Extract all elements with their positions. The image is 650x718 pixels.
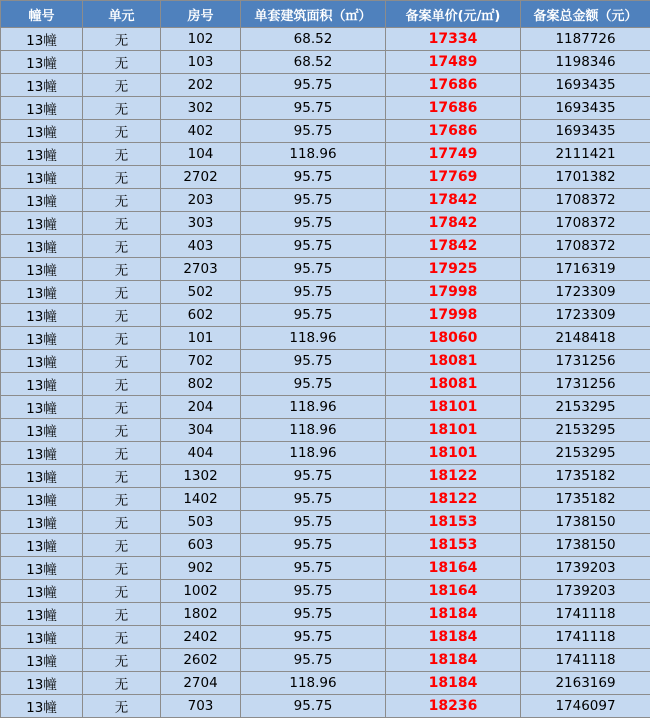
room-cell: 703 — [161, 695, 241, 718]
area-cell: 95.75 — [241, 465, 386, 488]
unit-cell: 无 — [83, 235, 161, 258]
table-row — [1, 28, 650, 51]
room-cell: 603 — [161, 534, 241, 557]
table-row — [1, 189, 650, 212]
building-cell: 13幢 — [1, 51, 83, 74]
table-row — [1, 465, 650, 488]
building-cell: 13幢 — [1, 511, 83, 534]
building-cell: 13幢 — [1, 28, 83, 51]
total-amount-cell: 1708372 — [521, 235, 650, 258]
unit-cell: 无 — [83, 511, 161, 534]
unit-cell: 无 — [83, 212, 161, 235]
unit-price-cell: 17686 — [386, 97, 521, 120]
table-row — [1, 212, 650, 235]
room-cell: 1302 — [161, 465, 241, 488]
area-cell: 95.75 — [241, 373, 386, 396]
total-amount-cell: 2148418 — [521, 327, 650, 350]
total-amount-cell: 1735182 — [521, 488, 650, 511]
unit-cell: 无 — [83, 603, 161, 626]
room-cell: 1402 — [161, 488, 241, 511]
area-cell: 118.96 — [241, 327, 386, 350]
area-header: 单套建筑面积（㎡） — [241, 1, 386, 28]
table-body — [1, 28, 650, 718]
area-cell: 95.75 — [241, 511, 386, 534]
area-cell: 95.75 — [241, 626, 386, 649]
table-row — [1, 327, 650, 350]
building-cell: 13幢 — [1, 189, 83, 212]
total-amount-cell: 1738150 — [521, 511, 650, 534]
unit-price-cell: 17749 — [386, 143, 521, 166]
total-amount-cell: 1739203 — [521, 580, 650, 603]
unit-cell: 无 — [83, 189, 161, 212]
unit-price-cell: 17925 — [386, 258, 521, 281]
building-cell: 13幢 — [1, 396, 83, 419]
room-cell: 2704 — [161, 672, 241, 695]
room-cell: 104 — [161, 143, 241, 166]
unit-price-cell: 17842 — [386, 212, 521, 235]
area-cell: 95.75 — [241, 350, 386, 373]
unit-price-cell: 17686 — [386, 74, 521, 97]
total-amount-cell: 1187726 — [521, 28, 650, 51]
unit-price-cell: 17489 — [386, 51, 521, 74]
unit-price-cell: 18122 — [386, 488, 521, 511]
total-amount-cell: 1739203 — [521, 557, 650, 580]
unit-cell: 无 — [83, 143, 161, 166]
unit-cell: 无 — [83, 465, 161, 488]
area-cell: 95.75 — [241, 97, 386, 120]
table-row — [1, 258, 650, 281]
area-cell: 95.75 — [241, 649, 386, 672]
room-cell: 304 — [161, 419, 241, 442]
unit-price-cell: 17334 — [386, 28, 521, 51]
area-cell: 95.75 — [241, 603, 386, 626]
building-cell: 13幢 — [1, 304, 83, 327]
area-cell: 95.75 — [241, 281, 386, 304]
room-cell: 2402 — [161, 626, 241, 649]
unit-cell: 无 — [83, 97, 161, 120]
table-row — [1, 534, 650, 557]
total-amount-cell: 1741118 — [521, 603, 650, 626]
unit-cell: 无 — [83, 672, 161, 695]
table-row — [1, 511, 650, 534]
building-cell: 13幢 — [1, 143, 83, 166]
table-row — [1, 580, 650, 603]
unit-price-cell: 18184 — [386, 603, 521, 626]
building-cell: 13幢 — [1, 281, 83, 304]
unit-price-cell: 17842 — [386, 235, 521, 258]
table-row — [1, 695, 650, 718]
unit-price-cell: 17686 — [386, 120, 521, 143]
unit-cell: 无 — [83, 649, 161, 672]
room-cell: 101 — [161, 327, 241, 350]
area-cell: 95.75 — [241, 120, 386, 143]
room-cell: 902 — [161, 557, 241, 580]
unit-cell: 无 — [83, 258, 161, 281]
total-amount-cell: 1738150 — [521, 534, 650, 557]
room-cell: 403 — [161, 235, 241, 258]
total-amount-cell: 2153295 — [521, 419, 650, 442]
unit-price-cell: 18122 — [386, 465, 521, 488]
building-cell: 13幢 — [1, 212, 83, 235]
building-cell: 13幢 — [1, 488, 83, 511]
total-amount-cell: 1693435 — [521, 74, 650, 97]
building-cell: 13幢 — [1, 419, 83, 442]
room-cell: 202 — [161, 74, 241, 97]
unit-price-cell: 17998 — [386, 281, 521, 304]
area-cell: 118.96 — [241, 442, 386, 465]
unit-cell: 无 — [83, 304, 161, 327]
table-row — [1, 235, 650, 258]
table-row — [1, 74, 650, 97]
unit-cell: 无 — [83, 419, 161, 442]
building-cell: 13幢 — [1, 580, 83, 603]
room-cell: 103 — [161, 51, 241, 74]
unit-cell: 无 — [83, 350, 161, 373]
unit-cell: 无 — [83, 327, 161, 350]
unit-cell: 无 — [83, 28, 161, 51]
area-cell: 118.96 — [241, 419, 386, 442]
room-cell: 802 — [161, 373, 241, 396]
unit-cell: 无 — [83, 74, 161, 97]
room-cell: 404 — [161, 442, 241, 465]
unit-cell: 无 — [83, 442, 161, 465]
building-cell: 13幢 — [1, 695, 83, 718]
total-amount-cell: 2153295 — [521, 442, 650, 465]
building-header: 幢号 — [1, 1, 83, 28]
total-amount-cell: 1693435 — [521, 97, 650, 120]
unit-cell: 无 — [83, 534, 161, 557]
building-cell: 13幢 — [1, 350, 83, 373]
building-cell: 13幢 — [1, 327, 83, 350]
unit-price-cell: 18236 — [386, 695, 521, 718]
table-row — [1, 120, 650, 143]
unit-header: 单元 — [83, 1, 161, 28]
table-row — [1, 672, 650, 695]
table-row — [1, 419, 650, 442]
unit-price-cell: 18164 — [386, 557, 521, 580]
table-row — [1, 350, 650, 373]
unit-cell: 无 — [83, 580, 161, 603]
room-cell: 402 — [161, 120, 241, 143]
building-cell: 13幢 — [1, 373, 83, 396]
total-amount-cell: 1723309 — [521, 304, 650, 327]
unit-price-cell: 17769 — [386, 166, 521, 189]
total-amount-cell: 1741118 — [521, 649, 650, 672]
table-row — [1, 557, 650, 580]
unit-price-cell: 18153 — [386, 534, 521, 557]
total-amount-cell: 1746097 — [521, 695, 650, 718]
area-cell: 118.96 — [241, 396, 386, 419]
building-cell: 13幢 — [1, 557, 83, 580]
total-amount-cell: 2163169 — [521, 672, 650, 695]
unit-price-cell: 18184 — [386, 649, 521, 672]
room-cell: 302 — [161, 97, 241, 120]
building-cell: 13幢 — [1, 74, 83, 97]
unit-cell: 无 — [83, 488, 161, 511]
unit-cell: 无 — [83, 626, 161, 649]
area-cell: 118.96 — [241, 672, 386, 695]
room-header: 房号 — [161, 1, 241, 28]
area-cell: 68.52 — [241, 28, 386, 51]
unit-price-header: 备案单价(元/㎡) — [386, 1, 521, 28]
table-row — [1, 442, 650, 465]
room-cell: 502 — [161, 281, 241, 304]
total-amount-cell: 1716319 — [521, 258, 650, 281]
room-cell: 2602 — [161, 649, 241, 672]
area-cell: 95.75 — [241, 580, 386, 603]
table-row — [1, 166, 650, 189]
building-cell: 13幢 — [1, 97, 83, 120]
room-cell: 204 — [161, 396, 241, 419]
unit-cell: 无 — [83, 51, 161, 74]
area-cell: 95.75 — [241, 258, 386, 281]
building-cell: 13幢 — [1, 534, 83, 557]
total-amount-cell: 1735182 — [521, 465, 650, 488]
room-cell: 503 — [161, 511, 241, 534]
room-cell: 602 — [161, 304, 241, 327]
table-row — [1, 649, 650, 672]
unit-price-cell: 18184 — [386, 672, 521, 695]
table-row — [1, 97, 650, 120]
building-cell: 13幢 — [1, 626, 83, 649]
room-cell: 203 — [161, 189, 241, 212]
total-amount-cell: 1741118 — [521, 626, 650, 649]
table-row — [1, 488, 650, 511]
unit-price-cell: 18081 — [386, 350, 521, 373]
room-cell: 1002 — [161, 580, 241, 603]
total-amount-header: 备案总金额（元） — [521, 1, 650, 28]
area-cell: 95.75 — [241, 235, 386, 258]
building-cell: 13幢 — [1, 672, 83, 695]
area-cell: 95.75 — [241, 212, 386, 235]
area-cell: 68.52 — [241, 51, 386, 74]
table-row — [1, 626, 650, 649]
unit-cell: 无 — [83, 166, 161, 189]
table-header — [1, 1, 650, 28]
table-row — [1, 396, 650, 419]
unit-price-cell: 17998 — [386, 304, 521, 327]
unit-cell: 无 — [83, 695, 161, 718]
building-cell: 13幢 — [1, 235, 83, 258]
total-amount-cell: 1693435 — [521, 120, 650, 143]
unit-cell: 无 — [83, 396, 161, 419]
room-cell: 2702 — [161, 166, 241, 189]
room-cell: 1802 — [161, 603, 241, 626]
table-row — [1, 304, 650, 327]
building-cell: 13幢 — [1, 442, 83, 465]
area-cell: 95.75 — [241, 189, 386, 212]
building-cell: 13幢 — [1, 649, 83, 672]
building-cell: 13幢 — [1, 603, 83, 626]
total-amount-cell: 1701382 — [521, 166, 650, 189]
unit-price-cell: 18164 — [386, 580, 521, 603]
table-row — [1, 51, 650, 74]
unit-price-cell: 18101 — [386, 442, 521, 465]
table-row — [1, 603, 650, 626]
total-amount-cell: 1723309 — [521, 281, 650, 304]
total-amount-cell: 2153295 — [521, 396, 650, 419]
area-cell: 118.96 — [241, 143, 386, 166]
unit-cell: 无 — [83, 557, 161, 580]
unit-price-cell: 17842 — [386, 189, 521, 212]
room-cell: 2703 — [161, 258, 241, 281]
total-amount-cell: 1708372 — [521, 212, 650, 235]
total-amount-cell: 1731256 — [521, 373, 650, 396]
area-cell: 95.75 — [241, 74, 386, 97]
area-cell: 95.75 — [241, 695, 386, 718]
room-cell: 303 — [161, 212, 241, 235]
unit-price-cell: 18101 — [386, 419, 521, 442]
unit-price-cell: 18153 — [386, 511, 521, 534]
unit-price-cell: 18081 — [386, 373, 521, 396]
area-cell: 95.75 — [241, 557, 386, 580]
unit-cell: 无 — [83, 120, 161, 143]
total-amount-cell: 1198346 — [521, 51, 650, 74]
header-row — [1, 1, 650, 28]
table-row — [1, 373, 650, 396]
unit-price-cell: 18101 — [386, 396, 521, 419]
building-cell: 13幢 — [1, 465, 83, 488]
unit-price-cell: 18184 — [386, 626, 521, 649]
unit-price-cell: 18060 — [386, 327, 521, 350]
area-cell: 95.75 — [241, 304, 386, 327]
table-row — [1, 143, 650, 166]
area-cell: 95.75 — [241, 166, 386, 189]
unit-cell: 无 — [83, 281, 161, 304]
building-cell: 13幢 — [1, 120, 83, 143]
building-cell: 13幢 — [1, 166, 83, 189]
area-cell: 95.75 — [241, 534, 386, 557]
room-cell: 102 — [161, 28, 241, 51]
total-amount-cell: 1708372 — [521, 189, 650, 212]
building-cell: 13幢 — [1, 258, 83, 281]
unit-cell: 无 — [83, 373, 161, 396]
area-cell: 95.75 — [241, 488, 386, 511]
total-amount-cell: 1731256 — [521, 350, 650, 373]
room-cell: 702 — [161, 350, 241, 373]
total-amount-cell: 2111421 — [521, 143, 650, 166]
table-row — [1, 281, 650, 304]
